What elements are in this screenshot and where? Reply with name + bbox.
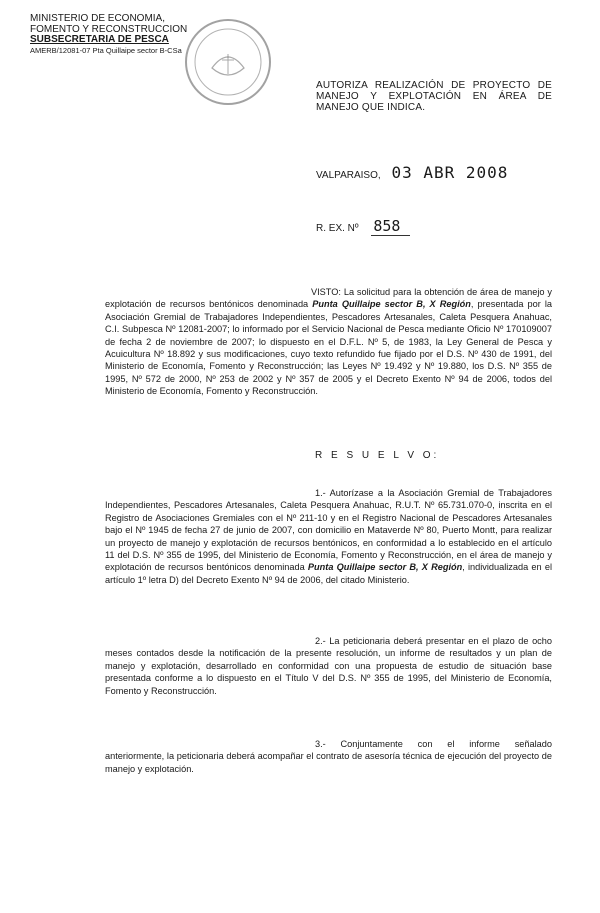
item-3-text: 3.- Conjuntamente con el informe señalado anteriormente, la peticionaria deberá acompañar el contrato de asesoría técnica de ejecución del proyecto de manejo y explotación. — [105, 739, 552, 774]
visto-text-1: La solicitud para la obtención de área de manejo y explotación de recursos bentónicos denominada — [105, 287, 552, 310]
item-1-paragraph — [105, 487, 552, 586]
file-reference: AMERB/12081-07 Pta Quillaipe sector B-CSa — [30, 45, 182, 55]
rex-number: 858 — [371, 217, 410, 236]
visto-label: VISTO: — [311, 287, 341, 297]
subsecretaria-line: SUBSECRETARIA DE PESCA — [30, 34, 169, 45]
item-1-text-1: 1.- Autorízase a la Asociación Gremial de Trabajadores Independientes, Pescadores Artesanales, Caleta Pesquera Anahuac, R.U.T. Nº 65.731.070-0, inscrita en el Registro de Asociaciones Gremiales con el Nº 211-10 y en el Registro Nacional de Pescadores Artesanales bajo el Nº 1945 de fecha 27 de junio de 2007, con domicilio en Mataverde Nº 80, Puerto Montt, para realizar un proyecto de manejo y explotación de recursos bentónicos, en conformidad a lo establecido en el artículo 11 del D.S. Nº 355 de 1995, del Ministerio de Economía, Fomento y Reconstrucción, en el área de manejo y explotación de recursos bentónicos denominada — [105, 488, 552, 573]
ministry-line-1: MINISTERIO DE ECONOMIA, — [30, 13, 166, 24]
official-seal-icon — [182, 16, 274, 108]
rex-label: R. EX. Nº — [316, 223, 359, 234]
item-3-paragraph — [105, 738, 552, 775]
ministry-line-2: FOMENTO Y RECONSTRUCCION — [30, 23, 188, 35]
visto-paragraph — [105, 286, 552, 398]
resolution-subject: AUTORIZA REALIZACIÓN DE PROYECTO DE MANEJO Y EXPLOTACIÓN EN ÁREA DE MANEJO QUE INDICA. — [316, 80, 552, 113]
item-2-paragraph — [105, 635, 552, 697]
place: VALPARAISO, — [316, 170, 381, 181]
place-date — [316, 163, 508, 182]
resuelvo-heading: R E S U E L V O: — [315, 450, 440, 461]
area-name: Punta Quillaipe sector B, X Región — [312, 299, 471, 310]
item-2-text: 2.- La peticionaria deberá presentar en el plazo de ocho meses contados desde la notificación de la presente resolución, un informe de resultados y un plan de manejo y explotación, desarrollado en conformidad con una propuesta de estudio de situación base presentada conforme a lo dispuesto en el Título V del D.S. Nº 355 de 1995, del Ministerio de Economía, Fomento y Reconstrucción. — [105, 636, 552, 696]
item-1-area-name: Punta Quillaipe sector B, X Región — [307, 562, 463, 573]
resolution-number — [316, 217, 410, 235]
item-1-text-2: , individualizada en el artículo 1º letra D) del Decreto Exento Nº 94 de 2006, del citado Ministerio. — [105, 562, 552, 585]
stamped-date: 03 ABR 2008 — [391, 163, 509, 182]
visto-text-2: , presentada por la Asociación Gremial de Trabajadores Independientes, Pescadores Artesanales, Caleta Pesquera Anahuac, C.I. Subpesca Nº 12081-2007; lo informado por el Servicio Nacional de Pesca mediante Oficio Nº 170109007 de fecha 2 de noviembre de 2007; lo dispuesto en el D.F.L. Nº 5, de 1983, la Ley General de Pesca y Acuicultura Nº 18.892 y sus modificaciones, cuyo texto refundido fue fijado por el D.S. Nº 430 de 1991, del Ministerio de Economía, Fomento y Reconstrucción; las Leyes Nº 19.492 y Nº 19.880, los D.S. Nº 355 de 1995, Nº 572 de 2000, Nº 253 de 2002 y Nº 357 de 2005 y el Decreto Exento Nº 94 de 2006, todos del Ministerio de Economía, Fomento y Reconstrucción. — [105, 299, 553, 397]
